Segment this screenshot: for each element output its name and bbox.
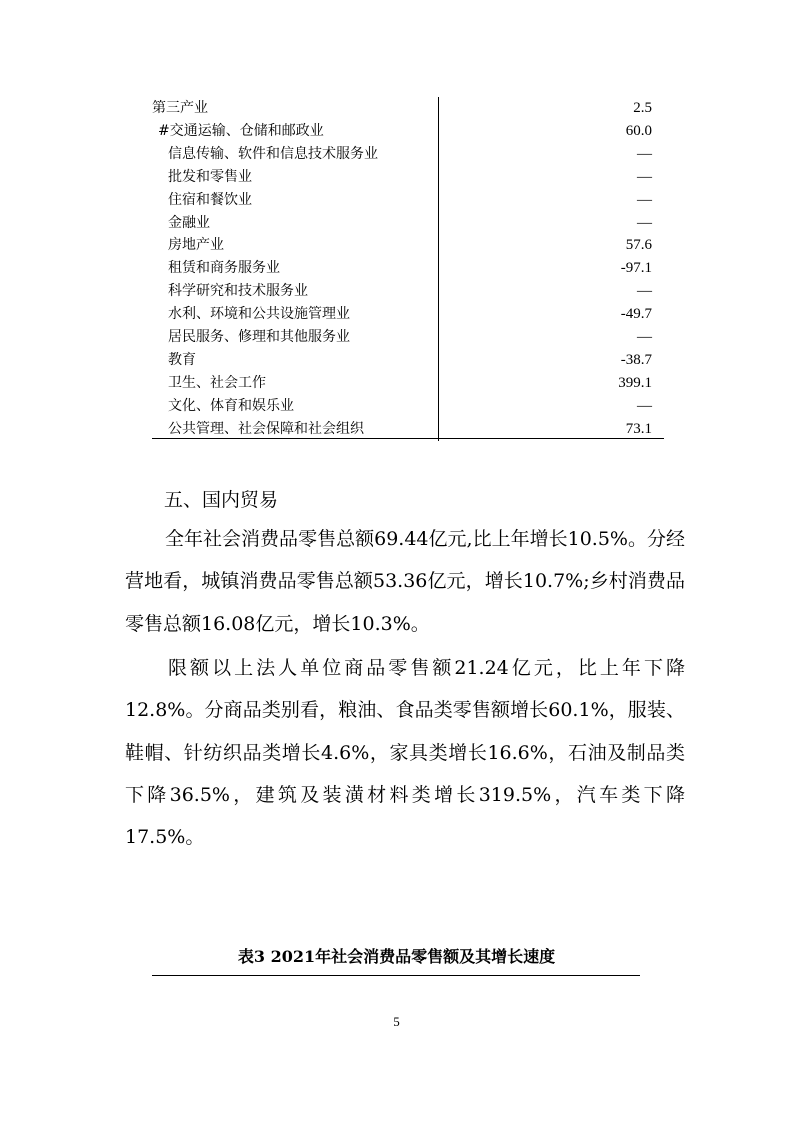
row-label: #交通运输、仓储和邮政业: [152, 120, 439, 143]
row-label: 水利、环境和公共设施管理业: [152, 303, 439, 326]
table-row: [152, 257, 664, 280]
row-label: 批发和零售业: [152, 166, 439, 189]
row-label: 租赁和商务服务业: [152, 257, 439, 280]
page-number: 5: [393, 1014, 400, 1029]
row-value: —: [637, 397, 652, 414]
row-value: —: [637, 191, 652, 208]
row-label: 房地产业: [152, 234, 439, 257]
table-bottom-rule: [152, 438, 664, 439]
table-row: [152, 349, 664, 372]
row-value: -49.7: [620, 306, 652, 323]
row-value: —: [637, 145, 652, 162]
table-row: [152, 120, 664, 143]
row-value: —: [637, 283, 652, 300]
table-row: [152, 326, 664, 349]
paragraph-2: [125, 647, 685, 858]
table-row: [152, 212, 664, 235]
row-value: -97.1: [620, 260, 652, 277]
row-value: 60.0: [625, 122, 652, 139]
row-label: 科学研究和技术服务业: [152, 280, 439, 303]
table-row: [152, 166, 664, 189]
row-value: —: [637, 168, 652, 185]
industry-growth-table: [152, 97, 664, 441]
table-row: [152, 234, 664, 257]
row-label: 第三产业: [152, 97, 439, 120]
row-label: 教育: [152, 349, 439, 372]
table-row: [152, 143, 664, 166]
row-label: 文化、体育和娱乐业: [152, 395, 439, 418]
row-value: -38.7: [620, 351, 652, 368]
row-label: 住宿和餐饮业: [152, 189, 439, 212]
paragraph-1-text: 全年社会消费品零售总额69.44亿元,比上年增长10.5%。分经营地看，城镇消费品零售总额53.36亿元，增长10.7%;乡村消费品零售总额16.08亿元，增长10.3%。: [125, 528, 685, 635]
row-label: 金融业: [152, 212, 439, 235]
row-value: —: [637, 214, 652, 231]
paragraph-1: [125, 518, 685, 645]
row-label: 公共管理、社会保障和社会组织: [152, 418, 439, 441]
table-row: [152, 372, 664, 395]
row-value: —: [637, 329, 652, 346]
table-row: [152, 303, 664, 326]
row-value: 57.6: [625, 237, 652, 254]
caption-rule: [152, 975, 640, 976]
section-title: 五、国内贸易: [164, 489, 279, 511]
row-label: 居民服务、修理和其他服务业: [152, 326, 439, 349]
table-row: [152, 280, 664, 303]
row-value: 73.1: [625, 420, 652, 437]
row-value: 399.1: [618, 374, 652, 391]
table-row: [152, 189, 664, 212]
table-row: [152, 97, 664, 120]
table-row: [152, 395, 664, 418]
row-label: 卫生、社会工作: [152, 372, 439, 395]
paragraph-2-text: 限额以上法人单位商品零售额21.24亿元，比上年下降12.8%。分商品类别看，粮油、食品类零售额增长60.1%，服装、鞋帽、针纺织品类增长4.6%，家具类增长16.6%，石油及制品类下降36.5%，建筑及装潢材料类增长319.5%，汽车类下降17.5%。: [125, 657, 685, 849]
row-value: 2.5: [633, 100, 652, 116]
table-caption: 表3 2021年社会消费品零售额及其增长速度: [237, 947, 556, 966]
row-label: 信息传输、软件和信息技术服务业: [152, 143, 439, 166]
